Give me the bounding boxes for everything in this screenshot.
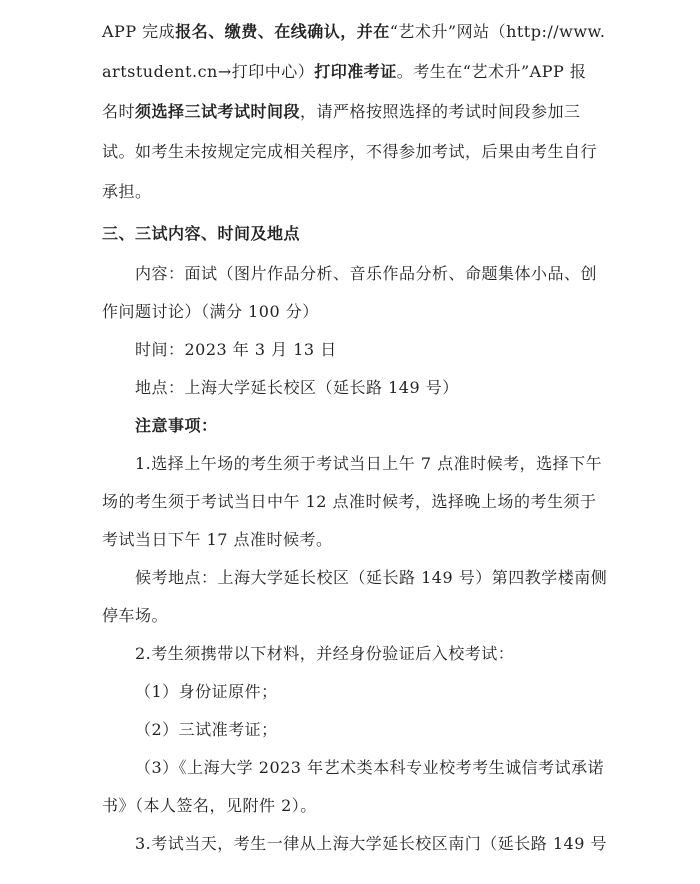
wait-place-line: 停车场。	[102, 606, 169, 625]
text-span: “艺术升”网站（http://www.	[389, 22, 606, 41]
note-line: 考试当日下午 17 点准时候考。	[102, 530, 333, 549]
wait-place-line: 候考地点：上海大学延长校区（延长路 149 号）第四教学楼南侧	[135, 568, 608, 587]
material-item: （2）三试准考证；	[135, 720, 278, 739]
text-span: ，请严格按照选择的考试时间段参加三	[300, 102, 581, 121]
paragraph-line	[102, 96, 700, 128]
material-item: 书》（本人签名，见附件 2）。	[102, 796, 317, 815]
material-item: （1）身份证原件；	[135, 682, 278, 701]
paragraph-line	[102, 16, 700, 48]
bold-text-span: 报名、缴费、在线确认，并在	[175, 22, 390, 41]
content-line: 作问题讨论）（满分 100 分）	[102, 302, 319, 321]
paragraph-line: 试。如考生未按规定完成相关程序，不得参加考试，后果由考生自行	[102, 142, 598, 161]
paragraph-line: 承担。	[102, 182, 152, 201]
material-item: （3）《上海大学 2023 年艺术类本科专业校考考生诚信考试承诺	[135, 758, 605, 777]
text-span: 名时	[102, 102, 136, 121]
bold-text-span: 打印准考证	[314, 62, 397, 81]
bold-text-span: 须选择三试考试时间段	[135, 102, 301, 121]
notes-heading: 注意事项：	[135, 416, 218, 435]
paragraph-line	[102, 56, 700, 88]
note-line: 1.选择上午场的考生须于考试当日上午 7 点准时候考，选择下午	[135, 454, 603, 473]
note-line: 场的考生须于考试当日中午 12 点准时候考，选择晚上场的考生须于	[102, 492, 597, 511]
text-span: 。考生在“艺术升”APP 报	[396, 62, 587, 81]
section-heading: 三、三试内容、时间及地点	[102, 224, 301, 243]
note-line: 2.考生须携带以下材料，并经身份验证后入校考试：	[135, 644, 515, 663]
text-span: APP 完成	[102, 22, 176, 41]
place-line: 地点：上海大学延长校区（延长路 149 号）	[135, 378, 459, 397]
text-span: artstudent.cn→打印中心）	[102, 62, 315, 81]
time-line: 时间：2023 年 3 月 13 日	[135, 340, 337, 359]
content-line: 内容：面试（图片作品分析、音乐作品分析、命题集体小品、创	[135, 264, 598, 283]
note-line: 3.考试当天，考生一律从上海大学延长校区南门（延长路 149 号	[135, 834, 607, 853]
